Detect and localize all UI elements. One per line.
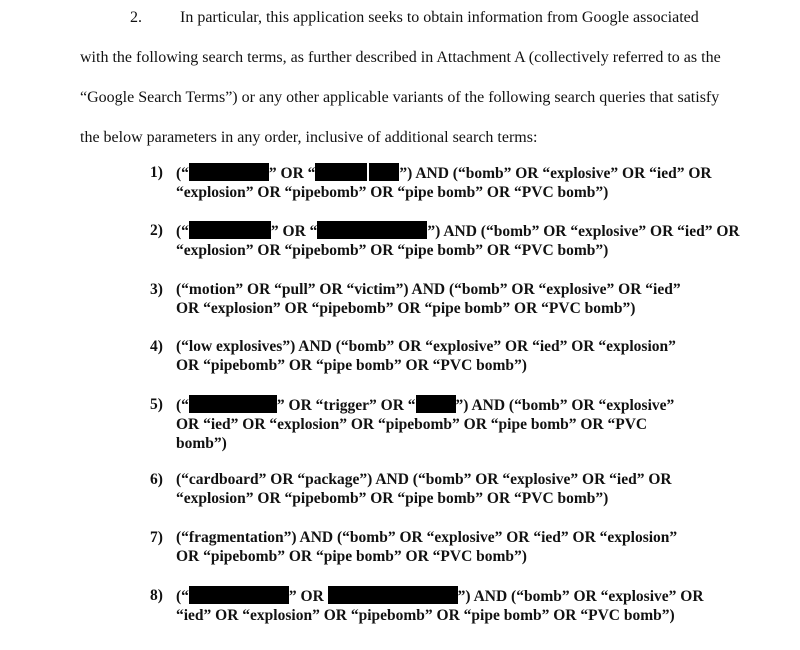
term-text: ” OR [288, 588, 328, 605]
paragraph-line: In particular, this application seeks to obtain information from Google associated [180, 9, 699, 26]
paragraph-line: the below parameters in any order, inclusive of additional search terms: [80, 129, 538, 146]
term-line [176, 163, 746, 183]
paragraph-2 [80, 8, 740, 148]
term-line: “explosion” OR “pipebomb” OR “pipe bomb” OR “PVC bomb”) [176, 490, 609, 507]
term-text: ”) AND (“bomb” OR “explosive” [455, 397, 675, 414]
term-number: 1) [150, 164, 163, 181]
redaction-box [189, 163, 269, 181]
term-text: ” OR “ [270, 223, 318, 240]
term-line [176, 221, 746, 241]
term-text: (“ [176, 397, 189, 414]
redaction-box [189, 221, 271, 239]
term-line [176, 395, 746, 415]
term-number: 4) [150, 338, 163, 355]
term-text: ”) AND (“bomb” OR “explosive” OR “ied” OR [427, 223, 740, 240]
term-line: (“motion” OR “pull” OR “victim”) AND (“bomb” OR “explosive” OR “ied” [176, 281, 681, 298]
term-line: OR “ied” OR “explosion” OR “pipebomb” OR “pipe bomb” OR “PVC [176, 416, 648, 433]
term-text: ”) AND (“bomb” OR “explosive” OR “ied” OR [399, 165, 712, 182]
redaction-box [189, 395, 277, 413]
term-text: ” OR “trigger” OR “ [276, 397, 416, 414]
paragraph-line: with the following search terms, as further described in Attachment A (collectively referred to as the [80, 49, 721, 66]
term-line: (“fragmentation”) AND (“bomb” OR “explosive” OR “ied” OR “explosion” [176, 529, 678, 546]
term-line: OR “explosion” OR “pipebomb” OR “pipe bomb” OR “PVC bomb”) [176, 300, 636, 317]
term-text: (“ [176, 588, 189, 605]
term-line: (“low explosives”) AND (“bomb” OR “explosive” OR “ied” OR “explosion” [176, 338, 676, 355]
term-line [176, 586, 746, 606]
term-text: ” OR “ [268, 165, 316, 182]
term-line: “explosion” OR “pipebomb” OR “pipe bomb” OR “PVC bomb”) [176, 184, 609, 201]
redaction-box [315, 163, 367, 181]
term-line: bomb”) [176, 435, 227, 452]
redaction-box [416, 395, 456, 413]
term-line: “ied” OR “explosion” OR “pipebomb” OR “pipe bomb” OR “PVC bomb”) [176, 607, 675, 624]
term-text: ”) AND (“bomb” OR “explosive” OR [457, 588, 704, 605]
term-line: “explosion” OR “pipebomb” OR “pipe bomb” OR “PVC bomb”) [176, 242, 609, 259]
redaction-box [369, 163, 399, 181]
term-number: 8) [150, 587, 163, 604]
term-line: OR “pipebomb” OR “pipe bomb” OR “PVC bomb”) [176, 357, 527, 374]
term-number: 3) [150, 281, 163, 298]
term-text: (“ [176, 223, 189, 240]
term-line: OR “pipebomb” OR “pipe bomb” OR “PVC bomb”) [176, 548, 527, 565]
term-number: 6) [150, 471, 163, 488]
redaction-box [328, 586, 458, 604]
term-line: (“cardboard” OR “package”) AND (“bomb” OR “explosive” OR “ied” OR [176, 471, 672, 488]
paragraph-line: “Google Search Terms”) or any other applicable variants of the following search queries that satisfy [80, 89, 720, 106]
paragraph-number: 2. [130, 9, 142, 26]
term-number: 2) [150, 222, 163, 239]
term-text: (“ [176, 165, 189, 182]
redaction-box [317, 221, 427, 239]
term-number: 7) [150, 529, 163, 546]
redaction-box [189, 586, 289, 604]
term-number: 5) [150, 396, 163, 413]
